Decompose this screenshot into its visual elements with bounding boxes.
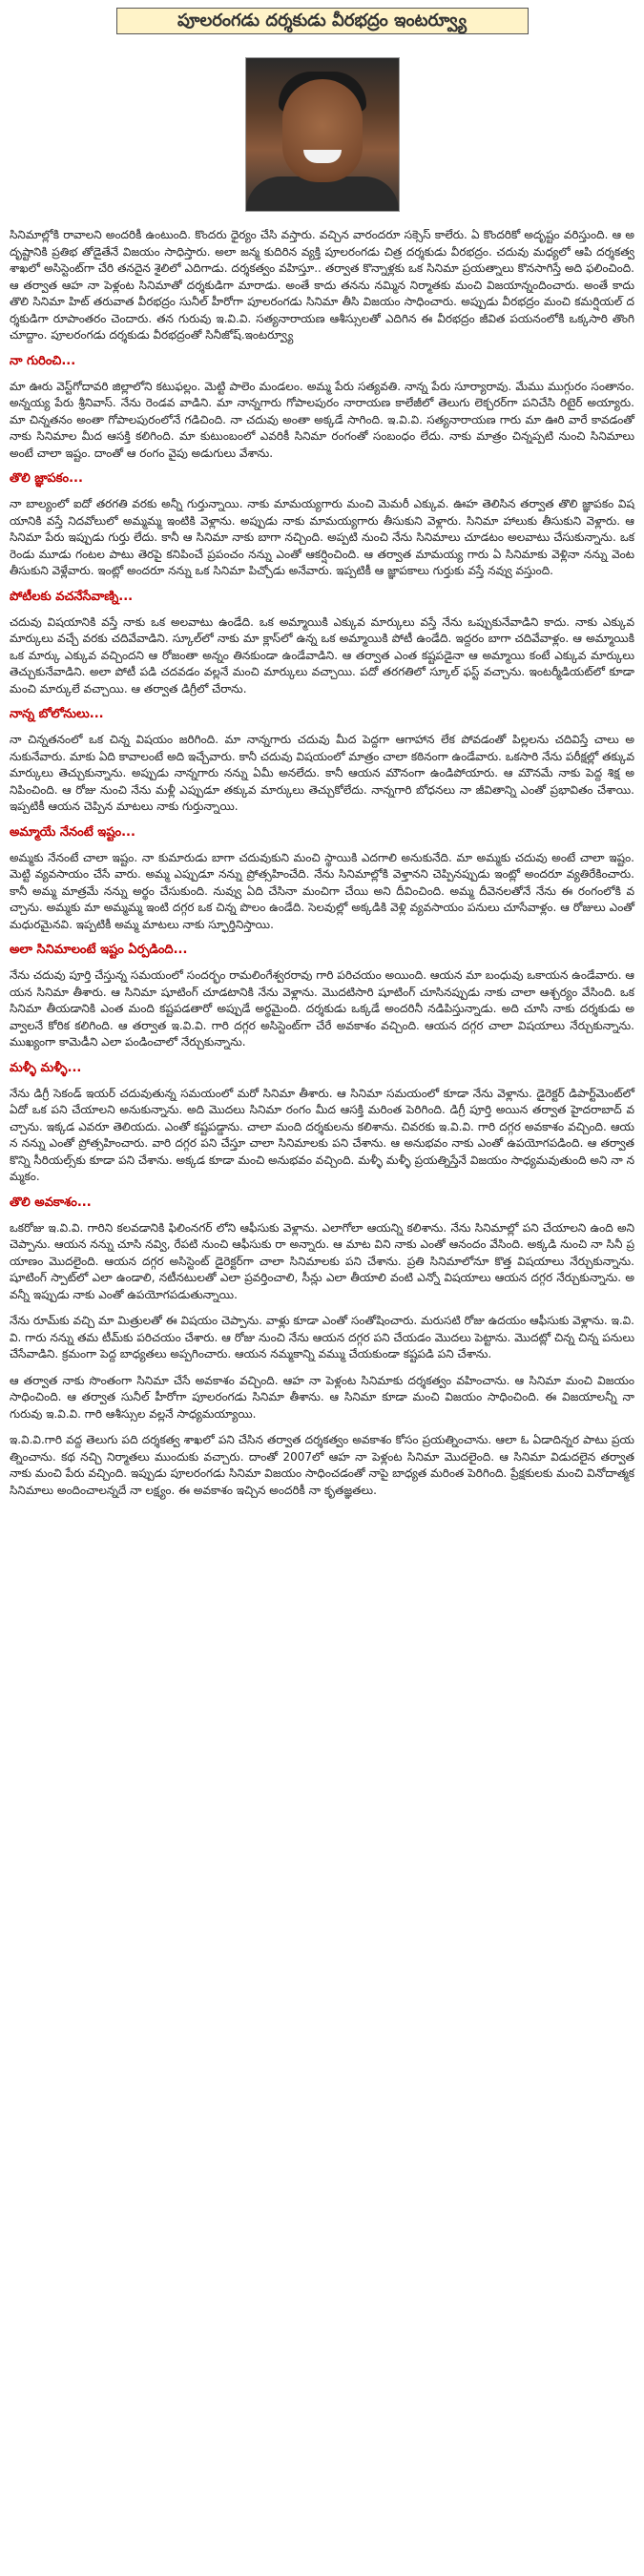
section-heading: అలా సినిమాలంటే ఇష్టం ఏర్పడింది... bbox=[10, 943, 188, 957]
paragraph: చదువు విషయానికి వస్తే నాకు ఒక అలవాటు ఉండేది. ఒక అమ్మాయికి ఎక్కువ మార్కులు వస్తే నేను ఒప్పుకునేవాడిని కాదు. నాకు ఎక్కువ మార్కులు వచ్చే వరకు చదివేవాడిని. స్కూల్‌లో నాకు మా క్లాస్‌లో ఉన్న ఒక అమ్మాయికి పోటీ ఉండేది. ఇద్దరం బాగా చదివేవాళ్లం. ఆ అమ్మాయికి ఒక మార్కు ఎక్కువ వచ్చిందని ఆ రోజంతా అన్నం తినకుండా ఉండేవాడిని. ఆ తర్వాత ఎంత కష్టపడైనా ఆ అమ్మాయి కంటే ఎక్కువ మార్కులు తెచ్చుకునేవాడిని. అలా పోటీ పడి చదవడం వల్లనే మంచి మార్కులు వచ్చాయి. పదో తరగతిలో స్కూల్ ఫస్ట్ వచ్చాను. ఇంటర్మీడియట్‌లో కూడా మంచి మార్కులే వచ్చాయి. ఆ తర్వాత డిగ్రీలో చేరాను. bbox=[10, 614, 634, 696]
section-heading: తొలి అవకాశం... bbox=[10, 1195, 92, 1210]
section-first-chance bbox=[6, 1195, 638, 1500]
paragraph: నేను డిగ్రీ సెకండ్ ఇయర్ చదువుతున్న సమయంలో మరో సినిమా తీశారు. ఆ సినిమా సమయంలో కూడా నేను వెళ్లాను. డైరెక్టర్ డిపార్ట్‌మెంట్‌లో ఏదో ఒక పని చేయాలని అనుకున్నాను. అది మొదలు సినిమా రంగం మీద ఆసక్తి మరింత పెరిగింది. డిగ్రీ పూర్తి అయిన తర్వాత హైదరాబాద్ వచ్చాను. ఇక్కడ ఎవరూ తెలియదు. ఎంతో కష్టపడ్డాను. చాలా మంది దర్శకులను కలిశాను. చివరకు ఇ.వి.వి. గారి దగ్గర అవకాశం వచ్చింది. ఆయన నన్ను ఎంతో ప్రోత్సహించారు. వారి దగ్గర పని చేస్తూ చాలా సినిమాలకు పని చేశాను. ఆ అనుభవం నాకు ఎంతో ఉపయోగపడింది. ఆ తర్వాత కొన్ని సీరియల్స్‌కు కూడా పని చేశాను. అక్కడ కూడా మంచి అనుభవం వచ్చింది. మళ్ళీ మళ్ళీ ప్రయత్నిస్తేనే విజయం సాధ్యమవుతుంది అని నా నమ్మకం. bbox=[10, 1086, 634, 1183]
section-heading: నా గురించి... bbox=[10, 353, 76, 368]
paragraph: అమ్మకు నేనంటే చాలా ఇష్టం. నా కుమారుడు బాగా చదువుకుని మంచి స్థాయికి ఎదగాలి అనుకునేది. మా అమ్మకు చదువు అంటే చాలా ఇష్టం. మెట్టి వ్యవసాయం చేసే వారు. అమ్మ ఎప్పుడూ నన్ను ప్రోత్సహించేది. నేను సినిమాల్లోకి వెళ్తానని చెప్పినప్పుడు ఇంట్లో అందరూ వ్యతిరేకించారు. కానీ అమ్మ మాత్రమే నన్ను అర్థం చేసుకుంది. నువ్వు ఏది చేసినా మంచిగా చేయి అని దీవించింది. అమ్మ దీవెనలతోనే నేను ఈ రంగంలోకి వచ్చాను. అమ్మకు మా అమ్మమ్మ ఇంటి దగ్గర ఒక చిన్న పొలం ఉండేది. సెలవుల్లో అక్కడికి వెళ్లి వ్యవసాయం పనులు చూసేవాళ్లం. ఆ రోజులు ఎంతో మధురమైనవి. ఇప్పటికీ అమ్మ మాటలు నాకు స్ఫూర్తినిస్తాయి. bbox=[10, 850, 634, 931]
section-heading: నాన్న బోలోనులు... bbox=[10, 707, 104, 721]
paragraph: నా చిన్నతనంలో ఒక చిన్న విషయం జరిగింది. మా నాన్నగారు చదువు మీద పెద్దగా ఆగాహాన లేక పోవడంతో పిల్లలను చదివిస్తే చాలు అనుకునేవారు. మాకు ఏది కావాలంటే అది ఇచ్చేవారు. కానీ చదువు విషయంలో మాత్రం చాలా కఠినంగా ఉండేవారు. ఒకసారి నేను పరీక్షల్లో తక్కువ మార్కులు తెచ్చుకున్నాను. అప్పుడు నాన్నగారు నన్ను ఏమీ అనలేదు. కానీ ఆయన మౌనంగా ఉండిపోయారు. ఆ మౌనమే నాకు పెద్ద శిక్ష అనిపించింది. ఆ రోజు నుంచి నేను మళ్లీ ఎప్పుడూ తక్కువ మార్కులు తెచ్చుకోలేదు. నాన్నగారి బోధనలు నా జీవితాన్ని ఎంతో ప్రభావితం చేశాయి. ఇప్పటికీ ఆయన చెప్పిన మాటలు నాకు గుర్తున్నాయి. bbox=[10, 733, 634, 813]
paragraph: నేను చదువు పూర్తి చేస్తున్న సమయంలో సందర్భం రామలింగేశ్వరరావు గారి పరిచయం అయింది. ఆయన మా బంధువు ఒకాయన ఉండేవారు. ఆయన సినిమా తీశారు. ఆ సినిమా షూటింగ్ చూడటానికి నేను వెళ్లాను. మొదటిసారి షూటింగ్ చూసినప్పుడు నాకు చాలా ఆశ్చర్యం వేసింది. ఒక సినిమా తీయడానికి ఎంత మంది కష్టపడతారో అప్పుడే అర్థమైంది. దర్శకుడు ఒక్కడే అందరినీ నడిపిస్తున్నాడు. అది చూసి నాకు దర్శకుడు అవ్వాలనే కోరిక కలిగింది. ఆ తర్వాత ఇ.వి.వి. గారి దగ్గర అసిస్టెంట్‌గా చేరే అవకాశం వచ్చింది. ఆయన దగ్గర చాలా విషయాలు నేర్చుకున్నాను. ముఖ్యంగా కామెడీని ఎలా పండించాలో నేర్చుకున్నాను. bbox=[10, 968, 634, 1049]
section-heading: మళ్ళీ మళ్ళీ... bbox=[10, 1060, 82, 1075]
section-about-me bbox=[6, 354, 638, 463]
section-heading: అమ్మాయే నేనంటే ఇష్టం... bbox=[10, 824, 135, 840]
section-father bbox=[6, 707, 638, 816]
paragraph: ఇ.వి.వి.గారి వద్ద తెలుగు పది దర్శకత్వ శాఖలో పని చేసిన తర్వాత దర్శకత్వం అవకాశం కోసం ప్రయత్నించాను. ఆలా ఓ ఏడాదిన్నర పాటు ప్రయత్నించాను. కథ నచ్చి నిర్మాతలు ముందుకు వచ్చారు. దాంతో 2007లో ఆహ నా పెళ్లంట సినిమా మొదలైంది. ఆ సినిమా విడుదలైన తర్వాత నాకు మంచి పేరు వచ్చింది. ఇప్పుడు పూలరంగడు సినిమా విజయం సాధించడంతో నాపై బాధ్యత మరింత పెరిగింది. ప్రేక్షకులకు మంచి వినోదాత్మక సినిమాలు అందించాలన్నదే నా లక్ష్యం. ఈ అవకాశం ఇచ్చిన అందరికీ నా కృతజ్ఞతలు. bbox=[10, 1433, 634, 1497]
article-title: పూలరంగడు దర్శకుడు వీరభద్రం ఇంటర్వ్యూ bbox=[116, 8, 529, 34]
section-again bbox=[6, 1061, 638, 1186]
paragraph: ఒకరోజు ఇ.వి.వి. గారిని కలవడానికి ఫిలింనగర్ లోని ఆఫీసుకు వెళ్లాను. ఎలాగోలా ఆయన్ని కలిశాను. నేను సినిమాల్లో పని చేయాలని ఉంది అని చెప్పాను. ఆయన నన్ను చూసి నవ్వి, రేపటి నుంచి ఆఫీసుకు రా అన్నారు. ఆ మాట విని నాకు ఎంతో ఆనందం వేసింది. అక్కడి నుంచి నా సినీ ప్రయాణం మొదలైంది. ఆయన దగ్గర అసిస్టెంట్ డైరెక్టర్‌గా చాలా సినిమాలకు పని చేశాను. ప్రతి సినిమాలోనూ కొత్త విషయాలు నేర్చుకున్నాను. షూటింగ్ స్పాట్‌లో ఎలా ఉండాలి, నటీనటులతో ఎలా ప్రవర్తించాలి, సీన్లు ఎలా తీయాలి వంటి ఎన్నో విషయాలు ఆయన దగ్గర నేర్చుకున్నాను. అవన్నీ ఇప్పుడు నాకు ఎంతో ఉపయోగపడుతున్నాయి. bbox=[10, 1220, 634, 1301]
section-competition bbox=[6, 590, 638, 698]
photo-face-shape bbox=[282, 79, 363, 182]
section-first-memory bbox=[6, 471, 638, 580]
section-mother bbox=[6, 825, 638, 934]
article-body bbox=[6, 227, 638, 1499]
paragraph: ఆ తర్వాత నాకు సొంతంగా సినిమా చేసే అవకాశం వచ్చింది. ఆహ నా పెళ్లంట సినిమాకు దర్శకత్వం వహించాను. ఆ సినిమా మంచి విజయం సాధించింది. ఆ తర్వాత సునీల్ హీరోగా పూలరంగడు సినిమా తీశాను. ఆ సినిమా కూడా మంచి విజయం సాధించింది. ఈ విజయాలన్నీ నా గురువు ఇ.వి.వి. గారి ఆశీస్సుల వల్లనే సాధ్యమయ్యాయి. bbox=[10, 1373, 634, 1421]
paragraph: నేను రూమ్‌కు వచ్చి మా మిత్రులతో ఈ విషయం చెప్పాను. వాళ్లు కూడా ఎంతో సంతోషించారు. మరుసటి రోజు ఉదయం ఆఫీసుకు వెళ్లాను. ఇ.వి.వి. గారు నన్ను తమ టీమ్‌కు పరిచయం చేశారు. ఆ రోజు నుంచి నేను ఆయన దగ్గర పని చేయడం మొదలు పెట్టాను. మొదట్లో చిన్న చిన్న పనులు చేసేవాడిని. క్రమంగా పెద్ద బాధ్యతలు అప్పగించారు. ఆయన నమ్మకాన్ని వమ్ము చేయకుండా కష్టపడి పని చేశాను. bbox=[10, 1314, 634, 1361]
section-intro bbox=[6, 227, 638, 344]
section-heading: పోటీలకు వచనేసేవాణ్ని... bbox=[10, 589, 134, 604]
section-heading: తొలి జ్ఞాపకం... bbox=[10, 471, 83, 486]
paragraph: సినిమాల్లోకి రావాలని అందరికీ ఉంటుంది. కొందరు ధైర్యం చేసి వస్తారు. వచ్చిన వారందరూ సక్సెస్ కాలేరు. ఏ కొందరికో అదృష్టం వరిస్తుంది. ఆ అదృష్టానికి ప్రతిభ తోడైతేనే విజయం సాధిస్తారు. అలా జన్మ కుదిరిన వ్యక్తి పూలరంగడు చిత్ర దర్శకుడు వీరభద్రం. చదువు మధ్యలో ఆపి దర్శకత్వ శాఖలో అసిస్టెంట్‌గా చేరి తనదైన శైలిలో ఎదిగాడు. దర్శకత్వం వహిస్తూ.. తర్వాత కొన్నాళ్లకు ఒక సినిమా ప్రయత్నాలు కొనసాగిస్తే అది ఫలించింది. ఆ తర్వాత ఆహ నా పెళ్లంట సినిమాతో దర్శకుడిగా మారాడు. అంతే కాదు తనను నమ్మిన నిర్మాతకు మంచి విజయాన్నందించారు. అంతే కాదు తొలి సినిమా హిట్ తరువాత వీరభద్రం సునీల్ హీరోగా పూలరంగడు సినిమా తీసి విజయం సాధించారు. అప్పుడు వీరభద్రం మంచి కమర్షియల్ దర్శకుడిగా రూపాంతరం చెందారు. తన గురువు ఇ.వి.వి. సత్యనారాయణ ఆశీస్సులతో ఎదిగిన ఈ వీరభద్రం జీవిత పయనంలోకి ఒక్కసారి తొంగి చూద్దాం. పూలరంగడు దర్శకుడు వీరభద్రంతో సినీజోష్.ఇంటర్వ్యూ bbox=[10, 228, 634, 342]
section-cinema-interest bbox=[6, 943, 638, 1051]
director-photo bbox=[245, 57, 400, 212]
paragraph: నా బాల్యంలో ఐదో తరగతి వరకు అన్నీ గుర్తున్నాయి. నాకు మామయ్యగారు మంచి మెమరీ ఎక్కువ. ఊహ తెలిసిన తర్వాత తొలి జ్ఞాపకం విషయానికి వస్తే నిదవోలులో అమ్మమ్మ ఇంటికి వెళ్లాను. అప్పుడు నాకు మామయ్యగారు తీసుకుని వెళ్లారు. సినిమా హాలుకు తీసుకుని వెళ్లారు. ఆ సినిమా పేరు ఇప్పుడు గుర్తు లేదు. కానీ ఆ సినిమా నాకు బాగా నచ్చింది. అప్పటి నుంచి నేను సినిమాలు చూడటం అలవాటు చేసుకున్నాను. ఒక రెండు మూడు గంటల పాటు తెరపై కనిపించే ప్రపంచం నన్ను ఎంతో ఆకర్షించింది. ఆ తర్వాత మామయ్య గారు ఏ సినిమాకు వెళ్లినా నన్ను వెంట తీసుకుని వెళ్లేవారు. ఇంట్లో అందరూ నన్ను ఒక సినిమా పిచ్చోడు అనేవారు. ఇప్పటికీ ఆ జ్ఞాపకాలు గుర్తుకు వస్తే నవ్వు వస్తుంది. bbox=[10, 497, 634, 577]
paragraph: మా ఊరు వెస్ట్‌గోదావరి జిల్లాలోని కటుఫల్లం. మెట్టి పాలెం మండలం. అమ్మ పేరు సత్యవతి. నాన్న పేరు సూర్యారావు. మేము ముగ్గురం సంతానం. అన్నయ్య పేరు శ్రీనివాస్. నేను రెండవ వాడిని. మా నాన్నగారు గోపాలపురం నారాయణ కాలేజీలో తెలుగు లెక్చరర్‌గా పనిచేసి రిటైర్ అయ్యారు. మా చిన్నతనం అంతా గోపాలపురంలోనే గడిచింది. నా చదువు అంతా అక్కడే సాగింది. ఇ.వి.వి. సత్యనారాయణ గారు మా ఊరి వారే కావడంతో నాకు సినిమాల మీద ఆసక్తి కలిగింది. మా కుటుంబంలో ఎవరికీ సినిమా రంగంతో సంబంధం లేదు. నాకు మాత్రం చిన్నప్పటి నుంచి సినిమాలు అంటే చాలా ఇష్టం. దాంతో ఆ రంగం వైపు అడుగులు వేశాను. bbox=[10, 379, 634, 460]
